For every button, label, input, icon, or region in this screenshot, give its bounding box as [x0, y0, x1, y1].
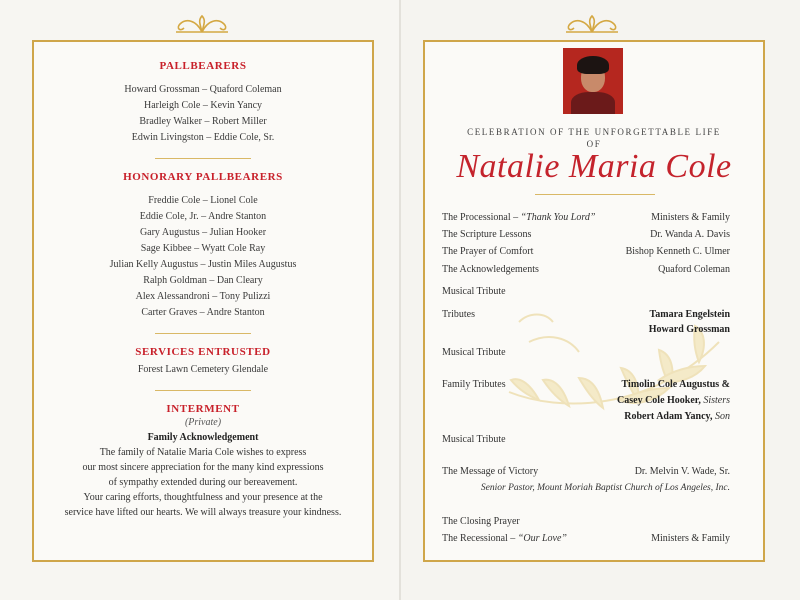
list-item: Alex Alessandroni – Tony Pulizzi: [135, 291, 271, 302]
message-of-victory-by: Dr. Melvin V. Wade, Sr.: [634, 466, 730, 477]
left-panel: [32, 40, 374, 562]
honoree-name: Natalie Maria Cole: [456, 148, 732, 185]
pallbearers-title: PALLBEARERS: [159, 60, 247, 72]
acknowledgements-item: The Acknowledgements: [442, 264, 539, 275]
list-item: Sage Kibbee – Wyatt Cole Ray: [140, 243, 266, 254]
recessional-song: “Our Love”: [517, 533, 567, 544]
list-item: Ralph Goldman – Dan Cleary: [143, 275, 263, 286]
list-item: Bradley Walker – Robert Miller: [139, 116, 267, 127]
divider: [535, 194, 655, 195]
services-text: Forest Lawn Cemetery Glendale: [137, 364, 269, 375]
ack-line: our most sincere appreciation for the many kind expressions: [82, 462, 324, 473]
prayer-of-comfort-by: Bishop Kenneth C. Ulmer: [625, 246, 730, 257]
gold-ornament-icon: [560, 14, 624, 36]
portrait-hair: [577, 56, 609, 74]
processional-by: Ministers & Family: [651, 212, 730, 223]
recessional-item: [442, 533, 567, 544]
message-of-victory-subtitle: Senior Pastor, Mount Moriah Baptist Church of Los Angeles, Inc.: [480, 483, 730, 493]
portrait-photo: [563, 48, 623, 114]
pallbearers-list: [34, 82, 372, 146]
list-item: Harleigh Cole – Kevin Yancy: [143, 100, 263, 111]
interment-private: (Private): [184, 417, 222, 428]
list-item: Edwin Livingston – Eddie Cole, Sr.: [131, 132, 275, 143]
musical-tribute-item: Musical Tribute: [442, 434, 506, 445]
family-tributes-by-2: [617, 395, 730, 406]
divider: [155, 158, 251, 159]
list-item: Howard Grossman – Quaford Coleman: [124, 84, 282, 95]
honorary-pallbearers-list: [34, 193, 372, 321]
family-tributes-name: Casey Cole Hooker,: [617, 395, 704, 406]
list-item: Julian Kelly Augustus – Justin Miles Augustus: [109, 259, 297, 270]
family-tributes-by-1: Timolin Cole Augustus &: [621, 379, 730, 390]
page-fold: [399, 0, 401, 600]
musical-tribute-item: Musical Tribute: [442, 347, 506, 358]
celebration-line: CELEBRATION OF THE UNFORGETTABLE LIFE: [467, 127, 721, 137]
ack-line: of sympathy extended during our bereavement.: [108, 477, 298, 488]
family-tributes-role: Sisters: [703, 395, 730, 406]
acknowledgement-title: Family Acknowledgement: [147, 432, 259, 443]
recessional-by: Ministers & Family: [651, 533, 730, 544]
family-tributes-item: Family Tributes: [442, 379, 506, 390]
portrait-body: [571, 92, 615, 114]
family-tributes-role: Son: [715, 411, 730, 422]
prayer-of-comfort-item: The Prayer of Comfort: [442, 246, 534, 257]
right-panel: [423, 40, 765, 562]
divider: [155, 390, 251, 391]
family-tributes-name: Robert Adam Yancy,: [624, 411, 715, 422]
ack-line: service have lifted our hearts. We will always treasure your kindness.: [64, 507, 342, 518]
tributes-by-1: Tamara Engelstein: [649, 309, 730, 320]
interment-title: INTERMENT: [166, 403, 240, 415]
closing-prayer-item: The Closing Prayer: [442, 516, 520, 527]
message-of-victory-item: The Message of Victory: [442, 466, 539, 477]
acknowledgement-text: [34, 445, 372, 520]
recessional-label: The Recessional –: [442, 533, 518, 544]
list-item: Freddie Cole – Lionel Cole: [148, 195, 258, 206]
honorary-pallbearers-title: HONORARY PALLBEARERS: [123, 171, 283, 183]
tributes-item: Tributes: [442, 309, 475, 320]
list-item: Eddie Cole, Jr. – Andre Stanton: [139, 211, 267, 222]
scripture-by: Dr. Wanda A. Davis: [650, 229, 730, 240]
ack-line: Your caring efforts, thoughtfulness and your presence at the: [83, 492, 323, 503]
processional-item: [442, 212, 595, 223]
list-item: Carter Graves – Andre Stanton: [141, 307, 265, 318]
gold-ornament-icon: [170, 14, 234, 36]
divider: [155, 333, 251, 334]
processional-song: “Thank You Lord”: [520, 212, 596, 223]
ack-line: The family of Natalie Maria Cole wishes to express: [99, 447, 307, 458]
celebration-heading: [425, 126, 763, 150]
celebration-of: OF: [586, 139, 602, 149]
laurel-watermark-icon: [499, 282, 729, 412]
family-tributes-by-3: [624, 411, 730, 422]
services-entrusted-title: SERVICES ENTRUSTED: [135, 346, 271, 358]
tributes-by-2: Howard Grossman: [648, 324, 730, 335]
list-item: Gary Augustus – Julian Hooker: [139, 227, 267, 238]
scripture-item: The Scripture Lessons: [442, 229, 532, 240]
musical-tribute-item: Musical Tribute: [442, 286, 506, 297]
acknowledgements-by: Quaford Coleman: [658, 264, 730, 275]
processional-label: The Processional –: [442, 212, 521, 223]
